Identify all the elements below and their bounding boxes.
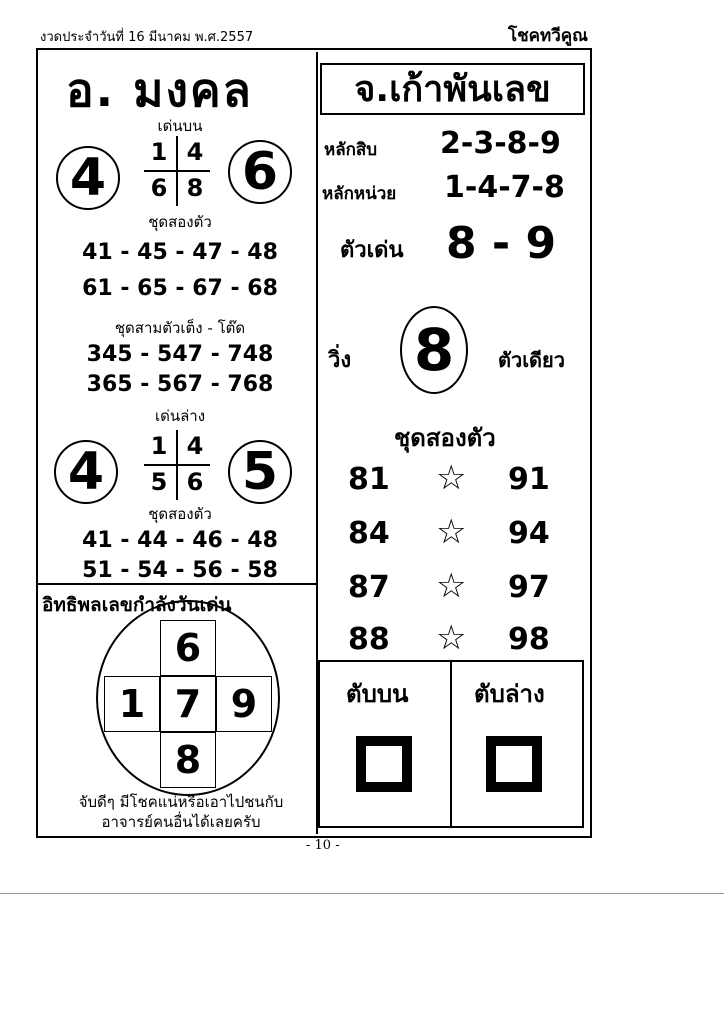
top-big-right: 6 bbox=[228, 140, 292, 204]
pair-right: 97 bbox=[508, 570, 550, 605]
pair-left: 81 bbox=[348, 462, 390, 497]
three-digit-row: 365 - 567 - 768 bbox=[86, 372, 274, 397]
highlight-label: ตัวเด่น bbox=[340, 238, 404, 263]
grid-right: 9 bbox=[216, 676, 272, 732]
cross-cell: 1 bbox=[150, 138, 168, 166]
three-digit-label: ชุดสามตัวเต็ง - โต๊ด bbox=[114, 319, 246, 337]
pair-left: 87 bbox=[348, 570, 390, 605]
grid-left: 1 bbox=[104, 676, 160, 732]
pair-right: 91 bbox=[508, 462, 550, 497]
tap-divider bbox=[450, 660, 452, 828]
cross-cell: 1 bbox=[150, 432, 168, 460]
pair-left: 88 bbox=[348, 622, 390, 657]
bottom-big-right: 5 bbox=[228, 440, 292, 504]
grid-bottom: 8 bbox=[160, 732, 216, 788]
footer-line: จับดีๆ มีโชคแน่หรือเอาไปชนกับ bbox=[78, 793, 284, 811]
cross-cell: 6 bbox=[186, 468, 204, 496]
units-value: 1-4-7-8 bbox=[444, 170, 565, 205]
cross-cell: 8 bbox=[186, 174, 204, 202]
cross-cell: 4 bbox=[186, 432, 204, 460]
page-number: - 10 - bbox=[306, 838, 340, 853]
page-bottom-rule bbox=[0, 893, 724, 894]
cross-cell: 6 bbox=[150, 174, 168, 202]
cross-cell: 5 bbox=[150, 468, 168, 496]
star-icon: ☆ bbox=[436, 618, 467, 658]
influence-title: อิทธิพลเลขกำลังวันเด่น bbox=[42, 594, 232, 616]
star-icon: ☆ bbox=[436, 512, 467, 552]
three-digit-row: 345 - 547 - 748 bbox=[86, 342, 274, 367]
tap-bottom-square bbox=[486, 736, 542, 792]
bottom-two-label: ชุดสองตัว bbox=[148, 505, 212, 523]
highlight-value: 8 - 9 bbox=[446, 218, 557, 269]
tap-bottom-label: ตับล่าง bbox=[474, 680, 545, 708]
tens-value: 2-3-8-9 bbox=[440, 126, 561, 161]
tens-label: หลักสิบ bbox=[324, 140, 378, 160]
tap-top-label: ตับบน bbox=[346, 680, 409, 708]
cross-cell: 4 bbox=[186, 138, 204, 166]
bottom-two-row: 51 - 54 - 56 - 58 bbox=[82, 558, 278, 583]
two-digit-row: 61 - 65 - 67 - 68 bbox=[82, 276, 278, 301]
bottom-big-left: 4 bbox=[54, 440, 118, 504]
bottom-two-row: 41 - 44 - 46 - 48 bbox=[82, 528, 278, 553]
single-value: 8 bbox=[400, 306, 468, 394]
pair-right: 98 bbox=[508, 622, 550, 657]
star-icon: ☆ bbox=[436, 566, 467, 606]
grid-top: 6 bbox=[160, 620, 216, 676]
footer-line: อาจารย์คนอื่นได้เลยครับ bbox=[101, 813, 261, 831]
bottom-cross bbox=[144, 430, 210, 500]
publication-name: โชคทวีคูณ bbox=[508, 26, 588, 46]
two-digit-label: ชุดสองตัว bbox=[148, 213, 212, 231]
top-big-left: 4 bbox=[56, 146, 120, 210]
grid-center: 7 bbox=[160, 676, 216, 732]
single-label-right: ตัวเดียว bbox=[498, 348, 565, 372]
single-label-left: วิ่ง bbox=[328, 348, 352, 373]
issue-date: งวดประจำวันที่ 16 มีนาคม พ.ศ.2557 bbox=[40, 30, 254, 45]
pair-left: 84 bbox=[348, 516, 390, 551]
top-cross bbox=[144, 136, 210, 206]
pair-right: 94 bbox=[508, 516, 550, 551]
pairs-label: ชุดสองตัว bbox=[394, 424, 496, 452]
left-title: อ. มงคล bbox=[66, 63, 253, 117]
top-label: เด่นบน bbox=[157, 117, 203, 135]
two-digit-row: 41 - 45 - 47 - 48 bbox=[82, 240, 278, 265]
bottom-label: เด่นล่าง bbox=[154, 407, 206, 425]
star-icon: ☆ bbox=[436, 458, 467, 498]
tap-top-square bbox=[356, 736, 412, 792]
units-label: หลักหน่วย bbox=[322, 184, 397, 204]
right-title: จ.เก้าพันเลข bbox=[320, 63, 585, 115]
left-section-divider bbox=[38, 583, 316, 585]
